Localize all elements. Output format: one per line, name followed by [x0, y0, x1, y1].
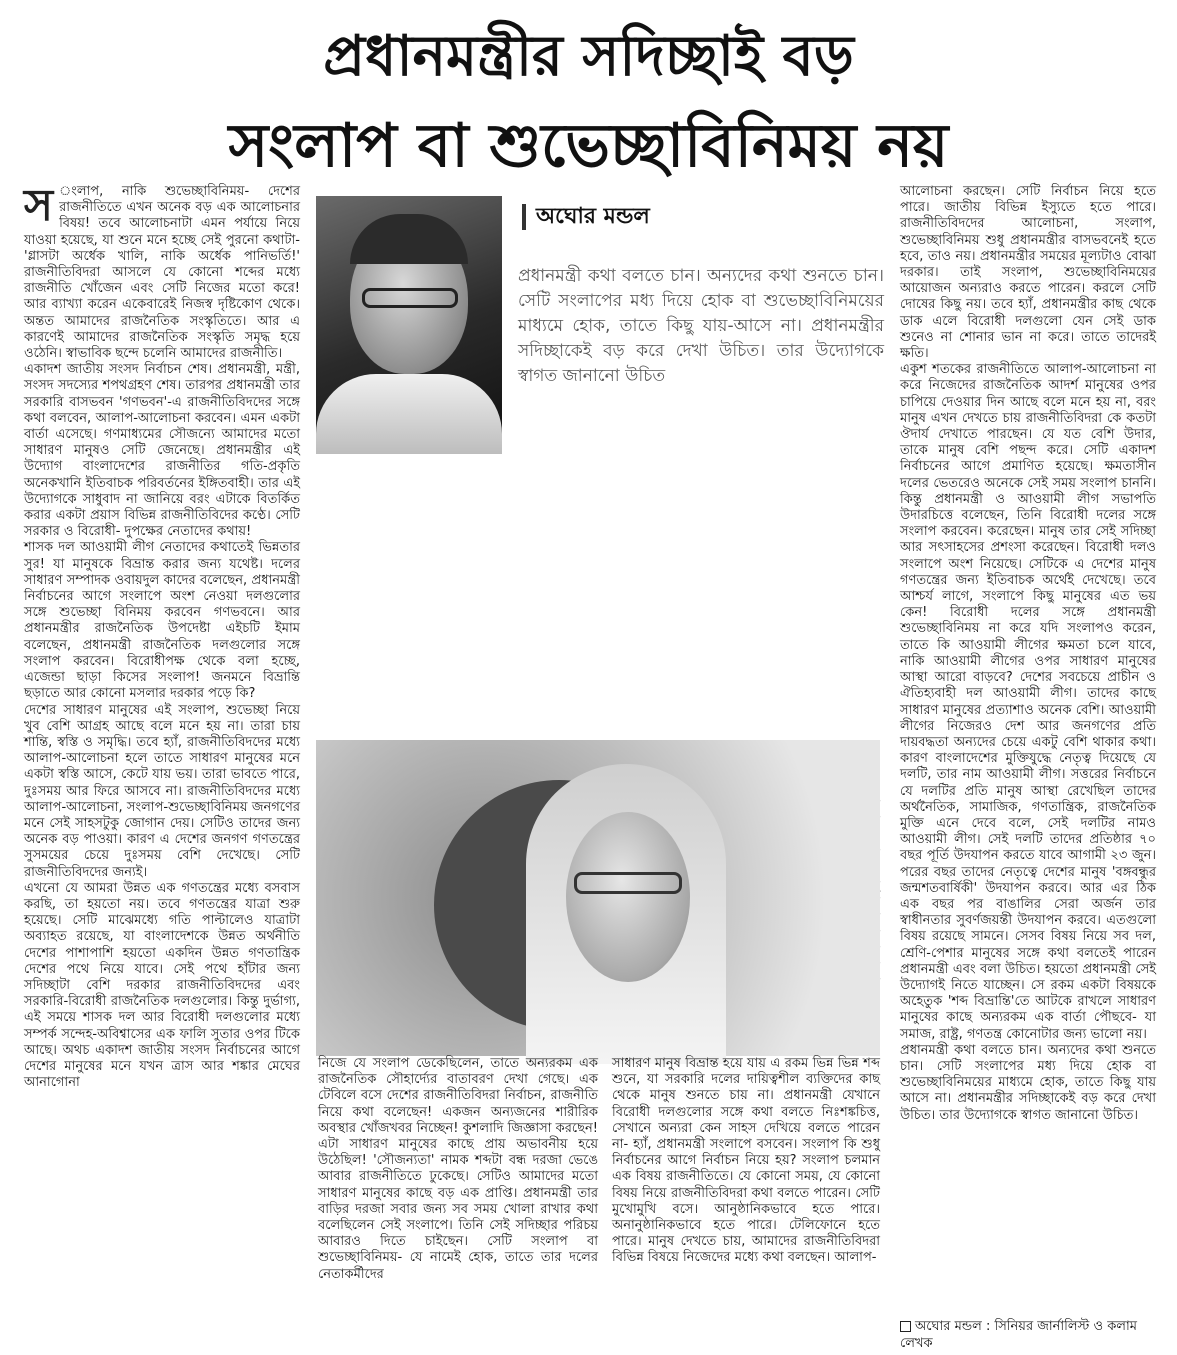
square-bullet-icon [900, 1321, 911, 1332]
headline-line-2: সংলাপ বা শুভেচ্ছাবিনিময় নয় [228, 111, 949, 181]
article-column-4 [900, 184, 1156, 1302]
dropcap: স [24, 180, 54, 231]
pull-quote: প্রধানমন্ত্রী কথা বলতে চান। অন্যদের কথা শুনতে চান। সেটি সংলাপের মধ্য দিয়ে হোক বা শুভেচ্ছাবিনিময়ের মাধ্যমে হোক, তাতে কিছু যায়-আসে না। প্রধানমন্ত্রীর সদিচ্ছাকেই বড় করে দেখা উচিত। তার উদ্যোগকে স্বাগত জানানো উচিত [518, 266, 884, 386]
author-note-text: অঘোর মন্ডল : সিনিয়র জার্নালিস্ট ও কলাম লেখক [900, 1319, 1137, 1351]
article-column-2-bottom [318, 1056, 598, 1346]
byline: অঘোর মন্ডল [522, 204, 650, 230]
headline-line-1: প্রধানমন্ত্রীর সদিচ্ছাই বড় [323, 24, 854, 89]
paragraph: আলোচনা করছেন। সেটি নির্বাচন নিয়ে হতে পারে। জাতীয় বিভিন্ন ইস্যুতে হতে পারে। রাজনীতিবিদদের আলোচনা, সংলাপ, শুভেচ্ছাবিনিময় শুধু প্রধানমন্ত্রীর বাসভবনেই হতে হবে, তাও নয়। প্রধানমন্ত্রীর সময়ের মূল্যটাও বোঝা দরকার। তাই সংলাপ, শুভেচ্ছাবিনিময়ের আয়োজন অন্যরাও করতে পারেন। করলে সেটি দোষের কিছু নয়। তবে হ্যাঁ, প্রধানমন্ত্রীর কাছ থেকে ডাক এলে বিরোধী দলগুলো যেন সেই ডাক শুনেও না শোনার ভান না করে। তাতে তাদেরই ক্ষতি। [900, 184, 1156, 362]
prime-minister-photo [316, 740, 880, 1056]
paragraph: দেশের সাধারণ মানুষের এই সংলাপ, শুভেচ্ছা নিয়ে খুব বেশি আগ্রহ আছে বলে মনে হয় না। তারা চায় শান্তি, স্বস্তি ও সমৃদ্ধি। তবে হ্যাঁ, রাজনীতিবিদদের মধ্যে আলাপ-আলোচনা হলে তাতে সাধারণ মানুষের মনে একটা স্বস্তি আসে, কেটে যায় ভয়। তারা ভাবতে পারে, দুঃসময় আর ফিরে আসবে না। রাজনীতিবিদদের মধ্যে আলাপ-আলোচনা, সংলাপ-শুভেচ্ছাবিনিময় জনগণের মনে সেই সাহসটুকু জোগান দেয়। সেটিও তাদের জন্য অনেক বড় পাওয়া। কারণ এ দেশের জনগণ গণতন্ত্রের সুসময়ের চেয়ে দুঃসময় বেশি দেখেছে। সেটি রাজনীতিবিদদের জন্যই। [24, 702, 300, 880]
paragraph: ংলাপ, নাকি শুভেচ্ছাবিনিময়- দেশের রাজনীতিতে এখন অনেক বড় এক আলোচনার বিষয়! তবে আলোচনাটা এমন পর্যায়ে নিয়ে যাওয়া হয়েছে, যা শুনে মনে হচ্ছে সেই পুরনো কথাটা- 'গ্লাসটা অর্ধেক খালি, নাকি অর্ধেক পানিভর্তি!' রাজনীতিবিদরা আসলে যে কোনো শব্দের মধ্যে রাজনীতি খোঁজেন এবং সেটি নিজের মতো করে! আর ব্যাখ্যা করেন একেবারেই নিজস্ব দৃষ্টিকোণ থেকে। অন্তত আমাদের রাজনৈতিক সংস্কৃতিতে। আর এ কারণেই আমাদের রাজনৈতিক সংস্কৃতি সমৃদ্ধ হয়ে ওঠেনি। স্বাভাবিক ছন্দে চলেনি আমাদের রাজনীতি। [24, 184, 300, 362]
paragraph: এখনো যে আমরা উন্নত এক গণতন্ত্রের মধ্যে বসবাস করছি, তা হয়তো নয়। তবে গণতন্ত্রের যাত্রা শুরু হয়েছে। সেটি মাঝেমধ্যে গতি পাল্টালেও যাত্রাটা অব্যাহত রয়েছে, যা বাংলাদেশকে উন্নত অর্থনীতি দেশের পাশাপাশি হয়তো একদিন উন্নত গণতান্ত্রিক দেশের পথে নিয়ে যাবে। সেই পথে হাঁটার জন্য সদিচ্ছাটা বেশি দরকার রাজনীতিবিদদের এবং সরকারি-বিরোধী রাজনৈতিক দলগুলোর। কিন্তু দুর্ভাগ্য, এই সময়ে শাসক দল আর বিরোধী দলগুলোর মধ্যে সম্পর্ক সন্দেহ-অবিশ্বাসের এক ফালি সুতার ওপর টিকে আছে। অথচ একাদশ জাতীয় সংসদ নির্বাচনের আগে দেশের মানুষের মনে যখন ত্রাস আর শঙ্কার মেঘের আনাগোনা [24, 880, 300, 1091]
paragraph: শাসক দল আওয়ামী লীগ নেতাদের কথাতেই ভিন্নতার সুর! যা মানুষকে বিভ্রান্ত করার জন্য যথেষ্ট। দলের সাধারণ সম্পাদক ওবায়দুল কাদের বলেছেন, প্রধানমন্ত্রী নির্বাচনের আগে সংলাপে অংশ নেওয়া দলগুলোর সঙ্গে শুভেচ্ছা বিনিময় করবেন গণভবনে। আর প্রধানমন্ত্রীর রাজনৈতিক উপদেষ্টা এইচটি ইমাম বলেছেন, প্রধানমন্ত্রী রাজনৈতিক দলগুলোর সঙ্গে সংলাপ করবেন। বিরোধীপক্ষ থেকে বলা হচ্ছে, এজেন্ডা ছাড়া কিসের সংলাপ! জনমনে বিভ্রান্তি ছড়াতে আর কোনো মসলার দরকার পড়ে কি? [24, 540, 300, 702]
author-photo [316, 196, 502, 446]
article-column-3-bottom [612, 1056, 880, 1346]
author-note [900, 1318, 1156, 1352]
article-column-1 [24, 180, 300, 1344]
paragraph: একাদশ জাতীয় সংসদ নির্বাচন শেষ। প্রধানমন্ত্রী, মন্ত্রী, সংসদ সদস্যের শপথগ্রহণ শেষ। তারপর প্রধানমন্ত্রী তার সরকারি বাসভবন 'গণভবন'-এ রাজনীতিবিদদের সঙ্গে কথা বলবেন, আলাপ-আলোচনা করবেন। এমন একটা বার্তা এসেছে। গণমাধ্যমের সৌজন্যে আমাদের মতো সাধারণ মানুষও সেটি জেনেছে। প্রধানমন্ত্রীর এই উদ্যোগ বাংলাদেশের রাজনীতির গতি-প্রকৃতি অনেকখানি ইতিবাচক পরিবর্তনের ইঙ্গিতবাহী। তার এই উদ্যোগকে সাধুবাদ না জানিয়ে বরং এটাকে বিতর্কিত করার একটা প্রয়াস বিভিন্ন রাজনীতিবিদের কণ্ঠে। সেটি সরকার ও বিরোধী- দুপক্ষের নেতাদের কথায়! [24, 362, 300, 540]
paragraph: প্রধানমন্ত্রী কথা বলতে চান। অন্যদের কথা শুনতে চান। সেটি সংলাপের মধ্য দিয়ে হোক বা শুভেচ্ছাবিনিময়ের মাধ্যমে হোক, তাতে কিছু যায় আসে না। প্রধানমন্ত্রীর সদিচ্ছাকেই বড় করে দেখা উচিত। তার উদ্যোগকে স্বাগত জানানো উচিত। [900, 1042, 1156, 1123]
paragraph: একুশ শতকের রাজনীতিতে আলাপ-আলোচনা না করে নিজেদের রাজনৈতিক আদর্শ মানুষের ওপর চাপিয়ে দেওয়ার দিন আছে বলে মনে হয় না, বরং মানুষ এখন দেখতে চায় রাজনীতিবিদরা কে কতটা ঔদার্য দেখাতে পারছেন। যে যত বেশি উদার, তাকে মানুষ বেশি পছন্দ করে। সেটি একাদশ নির্বাচনের আগে প্রমাণিত হয়েছে। ক্ষমতাসীন দলের ভেতরেও অনেকে সেই সময় সংলাপ চাননি। কিন্তু প্রধানমন্ত্রী ও আওয়ামী লীগ সভাপতি উদারচিত্তে বলেছেন, তিনি বিরোধী দলের সঙ্গে সংলাপ করবেন। করেছেন। মানুষ তার সেই সদিচ্ছা আর সৎসাহসের প্রশংসা করেছেন। বিরোধী দলও সংলাপে অংশ নিয়েছে। সেটিকে এ দেশের মানুষ গণতন্ত্রের জন্য ইতিবাচক অর্থেই দেখেছে। তবে আশ্চর্য লাগে, সংলাপে কিছু মানুষের এত ভয় কেন! বিরোধী দলের সঙ্গে প্রধানমন্ত্রী শুভেচ্ছাবিনিময় না করে যদি সংলাপও করেন, তাতে কি আওয়ামী লীগের ক্ষমতা চলে যাবে, নাকি আওয়ামী লীগের ওপর সাধারণ মানুষের আস্থা আরো বাড়বে? দেশের সবচেয়ে প্রাচীন ও ঐতিহ্যবাহী দল আওয়ামী লীগ। তাদের কাছে সাধারণ মানুষের প্রত্যাশাও অনেক বেশি। আওয়ামী লীগের নিজেরও দেশ আর জনগণের প্রতি দায়বদ্ধতা অন্যদের চেয়ে একটু বেশি থাকার কথা। কারণ বাংলাদেশের মুক্তিযুদ্ধে নেতৃত্ব দিয়েছে যে দলটি, তার নাম আওয়ামী লীগ। সত্তরের নির্বাচনে যে দলটির প্রতি মানুষ আস্থা রেখেছিল তাদের অর্থনৈতিক, সামাজিক, গণতান্ত্রিক, রাজনৈতিক মুক্তি এনে দেবে বলে, সেই দলটির নামও আওয়ামী লীগ। সেই দলটি তাদের প্রতিষ্ঠার ৭০ বছর পূর্তি উদযাপন করতে যাবে আগামী ২৩ জুন। পরের বছর তাদের নেতৃত্বে দেশের মানুষ 'বঙ্গবন্ধুর জন্মশতবার্ষিকী' উদযাপন করবে। আর এর ঠিক এক বছর পর বাঙালির সেরা অর্জন তার স্বাধীনতার সুবর্ণজয়ন্তী উদযাপন করবে। এতগুলো বিষয় রয়েছে সামনে। সেসব বিষয় নিয়ে সব দল, শ্রেণি-পেশার মানুষের সঙ্গে কথা বলতেই পারেন প্রধানমন্ত্রী এবং বলা উচিত। হয়তো প্রধানমন্ত্রী সেই উদ্যোগই নিতে যাচ্ছেন। সে রকম একটা বিষয়কে অহেতুক 'শব্দ বিভ্রান্তি'তে আটকে রাখলে সাধারণ মানুষের কাছে অন্যরকম এক বার্তা পৌছবে- যা সমাজ, রাষ্ট্র, গণতন্ত্র কোনোটার জন্য ভালো নয়। [900, 362, 1156, 1042]
paragraph: নিজে যে সংলাপ ডেকেছিলেন, তাতে অন্যরকম এক রাজনৈতিক সৌহার্দ্যের বাতাবরণ দেখা গেছে। এক টেবিলে বসে দেশের রাজনীতিবিদরা নির্বাচন, রাজনীতি নিয়ে কথা বলেছেন! একজন অন্যজনের শারীরিক অবস্থার খোঁজখবর নিচ্ছেন! কুশলাদি জিজ্ঞাসা করছেন! এটা সাধারণ মানুষের কাছে প্রায় অভাবনীয় হয়ে উঠেছিল! 'সৌজন্যতা' নামক শব্দটা বন্ধ দরজা ভেঙে আবার রাজনীতিতে ঢুকেছে। সেটিও আমাদের মতো সাধারণ মানুষের কাছে বড় এক প্রাপ্তি। প্রধানমন্ত্রী তার বাড়ির দরজা সবার জন্য সব সময় খোলা রাখার কথা বলেছিলেন সেই সংলাপে। তিনি সেই সদিচ্ছার পরিচয় আবারও দিতে চাইছেন। সেটি সংলাপ বা শুভেচ্ছাবিনিময়- যে নামেই হোক, তাতে তার দলের নেতাকর্মীদের [318, 1056, 598, 1282]
paragraph: সাধারণ মানুষ বিভ্রান্ত হয়ে যায় এ রকম ভিন্ন ভিন্ন শব্দ শুনে, যা সরকারি দলের দায়িত্বশীল ব্যক্তিদের কাছ থেকে মানুষ শুনতে চায় না। প্রধানমন্ত্রী যেখানে বিরোধী দলগুলোর সঙ্গে কথা বলতে নিঃশঙ্কচিত্ত, সেখানে অন্যরা কেন সাহস দেখিয়ে বলতে পারেন না- হ্যাঁ, প্রধানমন্ত্রী সংলাপে বসবেন। সংলাপ কি শুধু নির্বাচনের আগে নির্বাচন নিয়ে হয়? সংলাপ চলমান এক বিষয় রাজনীতিতে। যে কোনো সময়, যে কোনো বিষয় নিয়ে রাজনীতিবিদরা কথা বলতে পারেন। সেটি মুখোমুখি বসে। আনুষ্ঠানিকভাবে হতে পারে। অনানুষ্ঠানিকভাবে হতে পারে। টেলিফোনে হতে পারে। মানুষ দেখতে চায়, আমাদের রাজনীতিবিদরা বিভিন্ন বিষয়ে নিজেদের মধ্যে কথা বলছেন। আলাপ- [612, 1056, 880, 1266]
